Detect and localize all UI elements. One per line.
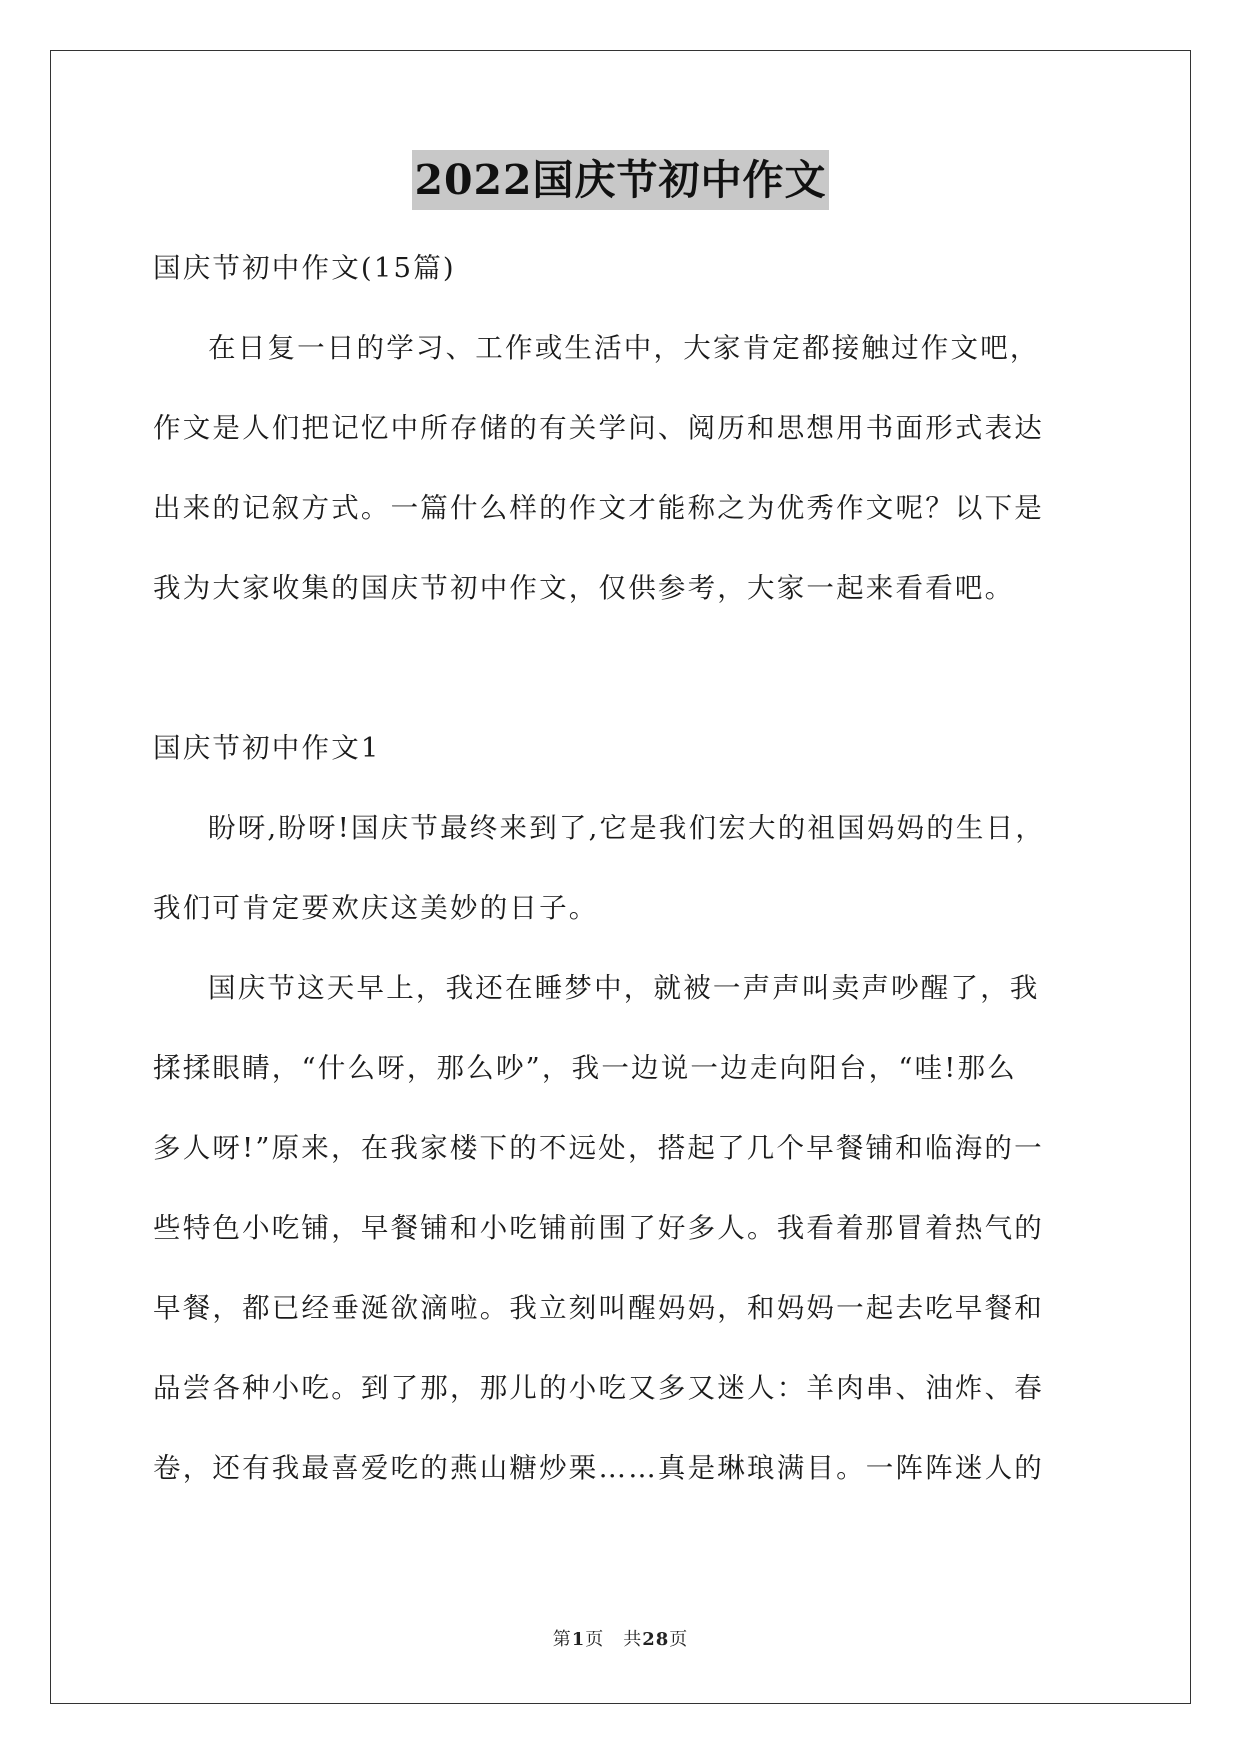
paragraph-line: 揉揉眼睛，“什么呀，那么吵”，我一边说一边走向阳台，“哇!那么 <box>153 1052 1017 1084</box>
paragraph-line: 国庆节这天早上，我还在睡梦中，就被一声声叫卖声吵醒了，我 <box>208 972 1040 1004</box>
intro-line: 出来的记叙方式。一篇什么样的作文才能称之为优秀作文呢？以下是 <box>153 492 1044 524</box>
paragraph-line: 些特色小吃铺，早餐铺和小吃铺前围了好多人。我看着那冒着热气的 <box>153 1212 1044 1244</box>
paragraph-line: 卷，还有我最喜爱吃的燕山糖炒栗……真是琳琅满目。一阵阵迷人的 <box>153 1452 1044 1484</box>
footer-prefix: 第 <box>552 1629 572 1650</box>
essay-heading: 国庆节初中作文1 <box>153 732 381 764</box>
footer-suffix: 页 <box>669 1629 689 1650</box>
footer-mid: 页 共 <box>585 1629 643 1650</box>
total-pages: 28 <box>642 1629 670 1650</box>
paragraph-line: 早餐，都已经垂涎欲滴啦。我立刻叫醒妈妈，和妈妈一起去吃早餐和 <box>153 1292 1044 1324</box>
paragraph-line: 多人呀!”原来，在我家楼下的不远处，搭起了几个早餐铺和临海的一 <box>153 1132 1044 1164</box>
document-body <box>153 228 1088 1508</box>
section-gap <box>153 628 1088 708</box>
paragraph-line: 盼呀,盼呀!国庆节最终来到了,它是我们宏大的祖国妈妈的生日， <box>208 812 1046 844</box>
subtitle: 国庆节初中作文(15篇) <box>153 252 456 284</box>
title-container <box>0 150 1241 210</box>
intro-line: 作文是人们把记忆中所存储的有关学问、阅历和思想用书面形式表达 <box>153 412 1044 444</box>
page-footer <box>0 1625 1241 1651</box>
document-title: 2022国庆节初中作文 <box>412 150 828 210</box>
paragraph-line: 我们可肯定要欢庆这美妙的日子。 <box>153 892 599 924</box>
paragraph-line: 品尝各种小吃。到了那，那儿的小吃又多又迷人：羊肉串、油炸、春 <box>153 1372 1044 1404</box>
page-number: 1 <box>571 1629 586 1650</box>
intro-line: 在日复一日的学习、工作或生活中，大家肯定都接触过作文吧， <box>208 332 1040 364</box>
intro-line: 我为大家收集的国庆节初中作文，仅供参考，大家一起来看看吧。 <box>153 572 1015 604</box>
